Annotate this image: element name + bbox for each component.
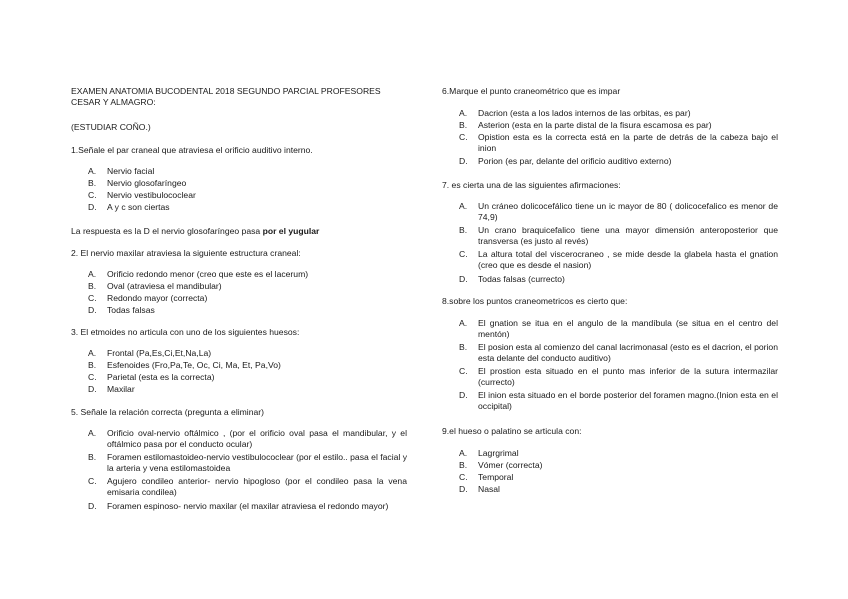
q6-option-a (459, 108, 778, 119)
option-letter: A. (88, 166, 97, 176)
option-letter: C. (459, 366, 468, 376)
option-letter: B. (459, 120, 468, 130)
option-letter: D. (459, 390, 468, 400)
option-text: Todas falsas (107, 305, 155, 315)
answer-text: La respuesta es la D el nervio glosofaríngeo pasa (71, 226, 261, 236)
option-text: A y c son ciertas (107, 202, 170, 212)
option-letter: B. (459, 342, 468, 352)
answer-highlight: por el yugular (262, 226, 320, 236)
q5-option-a (88, 428, 407, 450)
option-letter: D. (459, 156, 468, 166)
q1-answer (71, 226, 407, 237)
study-note: (ESTUDIAR COÑO.) (71, 122, 151, 132)
q1-option-d (88, 202, 407, 213)
q6-option-b (459, 120, 778, 131)
option-text: Un crano braquicefalico tiene una mayor dimensión anteroposterior que transversa (es justo al revés) (478, 225, 778, 247)
option-text: El inion esta situado en el borde posterior del foramen magno.(Inion esta en el occipital) (478, 390, 778, 412)
exam-title: EXAMEN ANATOMIA BUCODENTAL 2018 SEGUNDO PARCIAL PROFESORES CESAR Y ALMAGRO: (71, 86, 381, 108)
option-letter: C. (88, 190, 97, 200)
option-text: Dacrion (esta a los lados internos de las orbitas, es par) (478, 108, 691, 118)
q8-option-a (459, 318, 778, 340)
option-text: Nasal (478, 484, 500, 494)
question-9: 9.el hueso o palatino se articula con: (442, 426, 582, 436)
q6-option-d (459, 156, 778, 167)
q1-option-b (88, 178, 407, 189)
q1-option-c (88, 190, 407, 201)
option-letter: A. (88, 269, 97, 279)
option-text: Frontal (Pa,Es,Ci,Et,Na,La) (107, 348, 212, 358)
option-text: El posion esta al comienzo del canal lacrimonasal (esto es el dacrion, el porion esta delante del conducto auditivo) (478, 342, 778, 364)
question-6: 6.Marque el punto craneométrico que es impar (442, 86, 621, 96)
q8-option-d (459, 390, 778, 412)
option-text: La altura total del viscerocraneo , se mide desde la glabela hasta el gnation (creo que es desde el nasion) (478, 249, 778, 271)
q9-option-a (459, 448, 778, 459)
question-7: 7. es cierta una de las siguientes afirmaciones: (442, 180, 621, 190)
option-text: Porion (es par, delante del orificio auditivo externo) (478, 156, 672, 166)
option-letter: C. (459, 132, 468, 142)
option-letter: D. (459, 274, 468, 284)
option-text: Esfenoides (Fro,Pa,Te, Oc, Ci, Ma, Et, Pa,Vo) (107, 360, 281, 370)
q7-option-d (459, 274, 778, 285)
option-letter: D. (459, 484, 468, 494)
option-letter: A. (88, 348, 97, 358)
option-letter: A. (459, 201, 468, 211)
option-letter: A. (459, 318, 468, 328)
option-letter: B. (88, 360, 97, 370)
q9-option-b (459, 460, 778, 471)
option-text: Maxilar (107, 384, 135, 394)
option-text: Opistion esta es la correcta está en la parte de detrás de la cabeza bajo el inion (478, 132, 778, 154)
q7-option-b (459, 225, 778, 247)
option-letter: D. (88, 384, 97, 394)
question-1: 1.Señale el par craneal que atraviesa el orificio auditivo interno. (71, 145, 313, 155)
question-2: 2. El nervio maxilar atraviesa la siguiente estructura craneal: (71, 248, 301, 258)
option-text: Foramen espinoso- nervio maxilar (el maxilar atraviesa el redondo mayor) (107, 501, 389, 511)
option-text: Oval (atraviesa el mandibular) (107, 281, 222, 291)
q3-option-a (88, 348, 407, 359)
q2-option-b (88, 281, 407, 292)
q2-option-c (88, 293, 407, 304)
option-text: Foramen estilomastoideo-nervio vestibulococlear (por el estilo.. pasa el facial y la arteria y vena estilomastoidea (107, 452, 407, 474)
q7-option-c (459, 249, 778, 271)
option-text: Redondo mayor (correcta) (107, 293, 208, 303)
q8-option-c (459, 366, 778, 388)
option-text: Orificio oval-nervio oftálmico , (por el orificio oval pasa el mandibular, y el oftálmico pasa por el conducto ocular) (107, 428, 407, 450)
option-text: Un cráneo dolicocefálico tiene un ic mayor de 80 ( dolicocefalico es menor de 74,9) (478, 201, 778, 223)
option-text: Vómer (correcta) (478, 460, 543, 470)
option-letter: C. (459, 472, 468, 482)
option-text: Agujero condileo anterior- nervio hipogloso (por el condileo pasa la vena emisaria condilea) (107, 476, 407, 498)
option-text: Temporal (478, 472, 514, 482)
option-letter: A. (459, 108, 468, 118)
question-3: 3. El etmoides no articula con uno de los siguientes huesos: (71, 327, 300, 337)
q9-option-c (459, 472, 778, 483)
option-text: Parietal (esta es la correcta) (107, 372, 215, 382)
option-text: Todas falsas (currecto) (478, 274, 565, 284)
option-letter: A. (88, 428, 97, 438)
option-letter: B. (459, 225, 468, 235)
option-letter: D. (88, 305, 97, 315)
option-letter: C. (88, 293, 97, 303)
option-text: El prostion esta situado en el punto mas inferior de la sutura intermazilar (currecto) (478, 366, 778, 388)
option-letter: B. (88, 281, 97, 291)
q1-option-a (88, 166, 407, 177)
option-text: Asterion (esta en la parte distal de la fisura escamosa es par) (478, 120, 712, 130)
q6-option-c (459, 132, 778, 154)
option-letter: C. (459, 249, 468, 259)
option-text: Nervio glosofaríngeo (107, 178, 187, 188)
q2-option-a (88, 269, 407, 280)
option-letter: B. (88, 178, 97, 188)
q3-option-d (88, 384, 407, 395)
q2-option-d (88, 305, 407, 316)
q5-option-b (88, 452, 407, 474)
question-5: 5. Señale la relación correcta (pregunta a eliminar) (71, 407, 264, 417)
option-letter: D. (88, 202, 97, 212)
q5-option-d (88, 501, 407, 512)
option-text: Orificio redondo menor (creo que este es el lacerum) (107, 269, 309, 279)
option-text: Nervio facial (107, 166, 155, 176)
option-letter: C. (88, 476, 97, 486)
q5-option-c (88, 476, 407, 498)
question-8: 8.sobre los puntos craneometricos es cierto que: (442, 296, 628, 306)
q7-option-a (459, 201, 778, 223)
q3-option-b (88, 360, 407, 371)
option-letter: B. (88, 452, 97, 462)
q3-option-c (88, 372, 407, 383)
option-text: Lagrgrimal (478, 448, 519, 458)
option-letter: A. (459, 448, 468, 458)
option-letter: B. (459, 460, 468, 470)
option-text: El gnation se itua en el angulo de la mandíbula (se situa en el centro del mentón) (478, 318, 778, 340)
q9-option-d (459, 484, 778, 495)
option-letter: C. (88, 372, 97, 382)
q8-option-b (459, 342, 778, 364)
option-text: Nervio vestibulococlear (107, 190, 196, 200)
option-letter: D. (88, 501, 97, 511)
